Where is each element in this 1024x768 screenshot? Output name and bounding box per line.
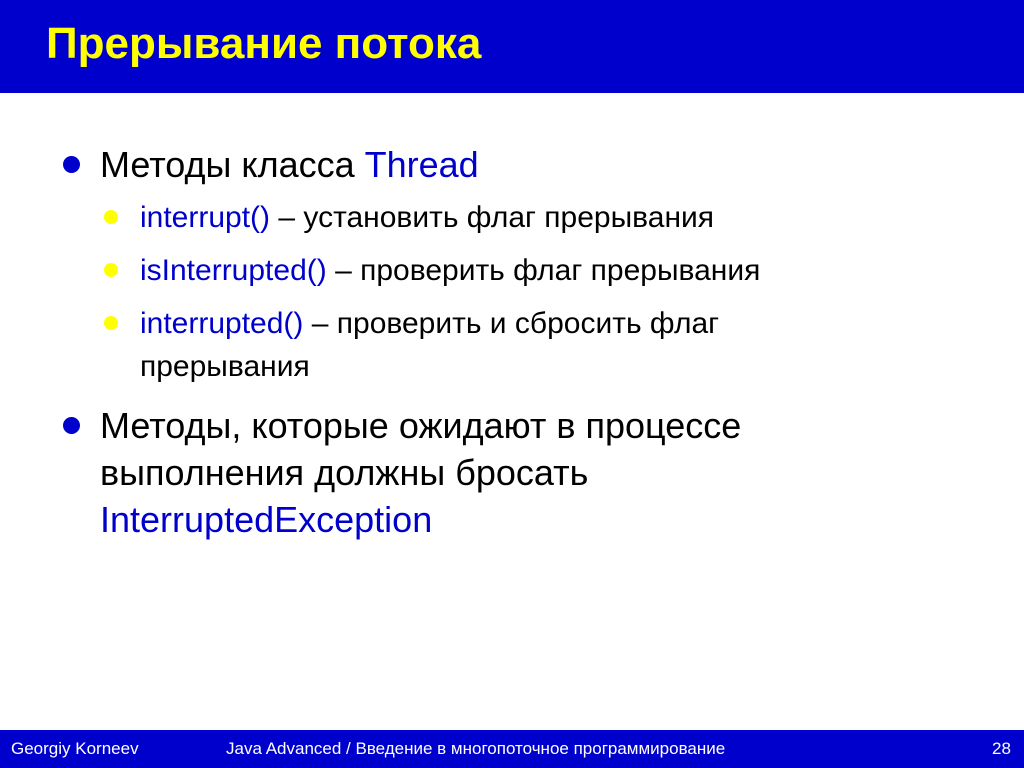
sub-bullet-dot-icon [104,210,118,224]
sub-bullet-code: interrupted() [140,307,304,340]
bullet-text-line1: Методы, которые ожидают в процессе [100,405,742,446]
bullet-item [100,141,479,188]
bullet-dot-icon [63,156,80,173]
footer-page-number: 28 [992,739,1011,758]
sub-bullet-text: – проверить флаг прерывания [326,254,761,287]
bullet-code: Thread [364,144,479,185]
sub-bullet-item [140,196,714,239]
sub-bullet-text: – проверить и сбросить флаг [303,307,720,340]
sub-bullet-code: isInterrupted() [140,254,327,287]
sub-bullet-item [140,302,719,388]
bullet-dot-icon [63,417,80,434]
sub-bullet-text-continued: прерывания [140,350,310,383]
sub-bullet-item [140,249,760,292]
sub-bullet-code: interrupt() [140,201,271,234]
sub-bullet-dot-icon [104,316,118,330]
sub-bullet-text: – установить флаг прерывания [270,201,715,234]
bullet-text-line2: выполнения должны бросать [100,452,589,493]
footer-author: Georgiy Korneev [11,739,139,758]
bullet-text: Методы класса [100,144,365,185]
footer-course: Java Advanced / Введение в многопоточное программирование [226,739,726,758]
bullet-code: InterruptedException [100,499,433,540]
bullet-item [100,402,741,543]
sub-bullet-dot-icon [104,263,118,277]
footer-bar [0,730,1024,768]
slide-title: Прерывание потока [46,19,482,68]
